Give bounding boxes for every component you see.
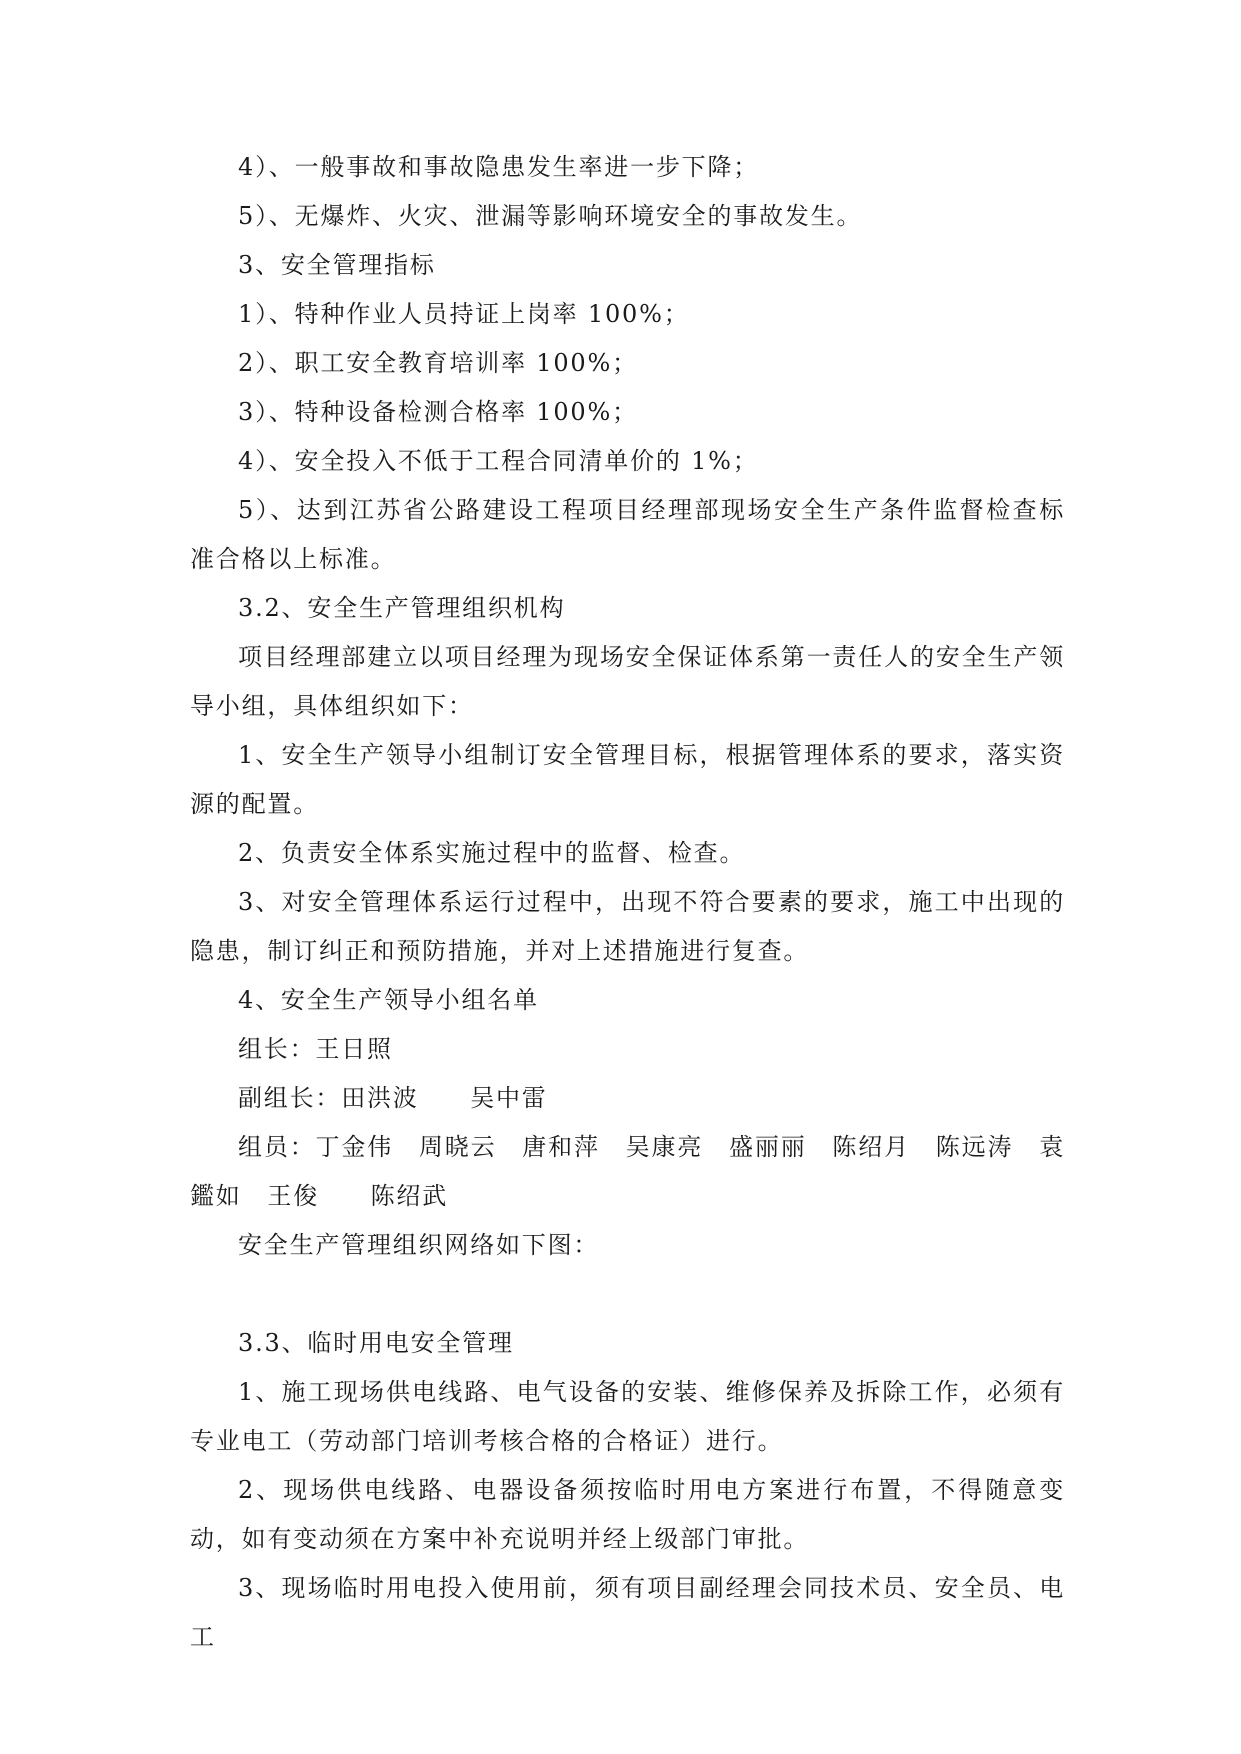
paragraph-20: 1、施工现场供电线路、电气设备的安装、维修保养及拆除工作，必须有专业电工（劳动部门培训考核合格的合格证）进行。 <box>190 1378 1065 1455</box>
paragraph-8: 5）、达到江苏省公路建设工程项目经理部现场安全生产条件监督检查标准合格以上标准。 <box>190 496 1065 573</box>
document-body <box>190 143 1065 1662</box>
figure-gap <box>190 1270 1065 1319</box>
paragraph-4: 1）、特种作业人员持证上岗率 100%； <box>238 300 690 328</box>
paragraph-22: 3、现场临时用电投入使用前，须有项目副经理会同技术员、安全员、电工 <box>190 1574 1065 1651</box>
section-heading-3-2: 3.2、安全生产管理组织机构 <box>238 594 566 622</box>
paragraph-3: 3、安全管理指标 <box>238 251 436 279</box>
paragraph-11: 1、安全生产领导小组制订安全管理目标，根据管理体系的要求，落实资源的配置。 <box>190 741 1065 818</box>
paragraph-12: 2、负责安全体系实施过程中的监督、检查。 <box>238 839 746 867</box>
paragraph-5: 2）、职工安全教育培训率 100%； <box>238 349 638 377</box>
network-caption: 安全生产管理组织网络如下图： <box>238 1231 600 1259</box>
paragraph-2: 5）、无爆炸、火灾、泄漏等影响环境安全的事故发生。 <box>238 202 863 230</box>
paragraph-21: 2、现场供电线路、电器设备须按临时用电方案进行布置，不得随意变动，如有变动须在方案中补充说明并经上级部门审批。 <box>190 1476 1065 1553</box>
paragraph-13: 3、对安全管理体系运行过程中，出现不符合要素的要求，施工中出现的隐患，制订纠正和预防措施，并对上述措施进行复查。 <box>190 888 1065 965</box>
deputy-leader-line: 副组长：田洪波 吴中雷 <box>238 1084 548 1112</box>
paragraph-14: 4、安全生产领导小组名单 <box>238 986 539 1014</box>
paragraph-10: 项目经理部建立以项目经理为现场安全保证体系第一责任人的安全生产领导小组，具体组织如下： <box>190 643 1065 720</box>
members-line: 组员：丁金伟 周晓云 唐和萍 吴康亮 盛丽丽 陈绍月 陈远涛 袁鑑如 王俊 陈绍武 <box>190 1133 1065 1210</box>
paragraph-6: 3）、特种设备检测合格率 100%； <box>238 398 638 426</box>
paragraph-7: 4）、安全投入不低于工程合同清单价的 1%； <box>238 447 759 475</box>
paragraph-1: 4）、一般事故和事故隐患发生率进一步下降； <box>238 153 760 181</box>
section-heading-3-3: 3.3、临时用电安全管理 <box>238 1329 514 1357</box>
leader-line: 组长：王日照 <box>238 1035 393 1063</box>
